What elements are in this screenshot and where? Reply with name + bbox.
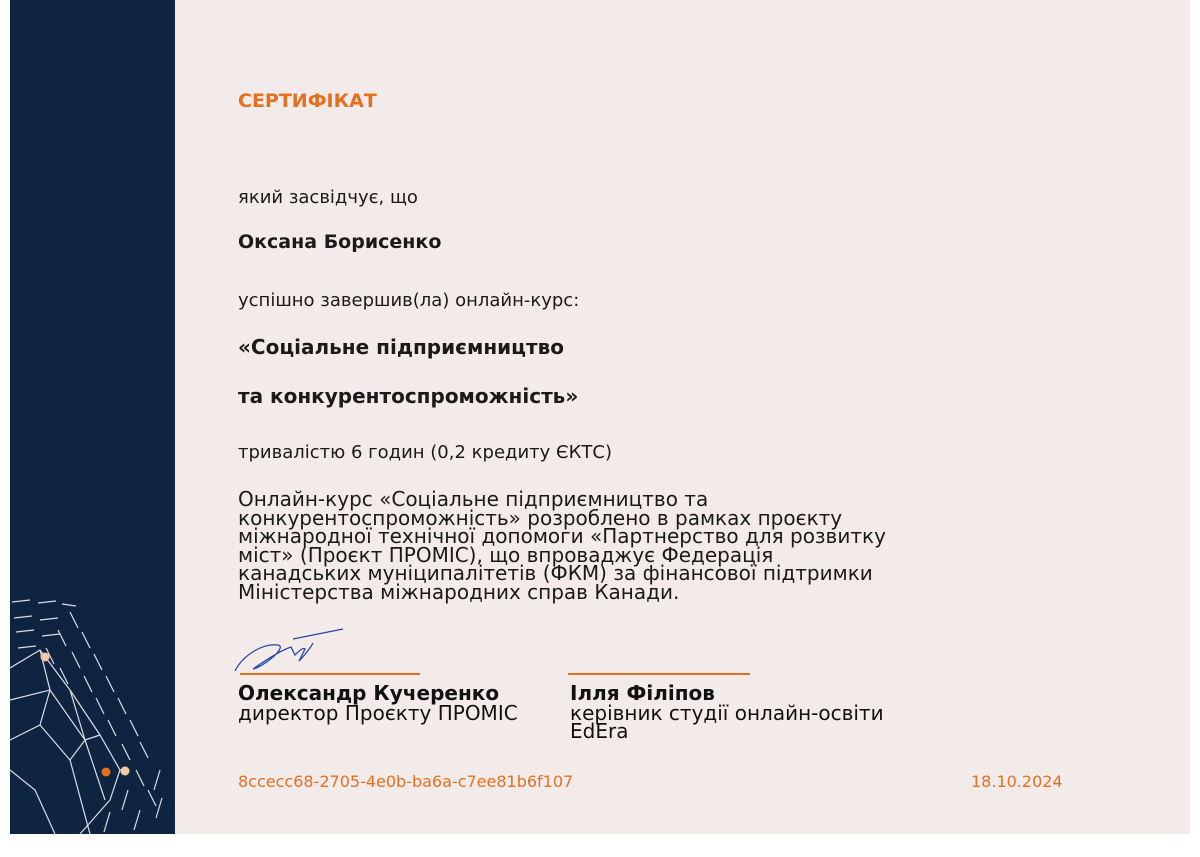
signature-line-2 bbox=[568, 673, 750, 675]
signer-1-role: директор Проєкту ПРОМІС bbox=[238, 701, 518, 725]
course-title-line-2: та конкурентоспроможність» bbox=[238, 384, 579, 408]
issue-date: 18.10.2024 bbox=[971, 772, 1063, 791]
signer-1-name: Олександр Кучеренко bbox=[238, 681, 500, 705]
signer-2-name: Ілля Філіпов bbox=[570, 681, 715, 705]
decorative-band bbox=[10, 0, 175, 834]
recipient-name: Оксана Борисенко bbox=[238, 231, 442, 253]
certificate-id: 8cceсc68-2705-4e0b-ba6a-c7ee81b6f107 bbox=[238, 772, 574, 791]
certificate bbox=[10, 0, 1190, 834]
signer-2-role: керівник студії онлайн-освіти EdEra bbox=[570, 701, 884, 743]
completed-text: успішно завершив(ла) онлайн-курс: bbox=[238, 290, 580, 311]
geometric-pattern-icon bbox=[10, 0, 175, 834]
signature-line-1 bbox=[240, 673, 420, 675]
signature-icon bbox=[233, 625, 353, 675]
course-description: Онлайн-курс «Соціальне підприємництво та конкурентоспроможність» розроблено в рамках проєкту міжнародної технічної допомоги «Партнерство для розвитку міст» (Проєкт ПРОМІС), що впроваджує Федерація канадських муніципалітетів (ФКМ) за фінансової підтримки Міністерства міжнародних справ Канади. bbox=[238, 487, 886, 604]
course-title-line-1: «Соціальне підприємництво bbox=[238, 335, 564, 359]
course-duration: тривалістю 6 годин (0,2 кредиту ЄКТС) bbox=[238, 442, 612, 463]
certificate-title: СЕРТИФІКАТ bbox=[238, 90, 377, 112]
intro-text: який засвідчує, що bbox=[238, 187, 418, 208]
